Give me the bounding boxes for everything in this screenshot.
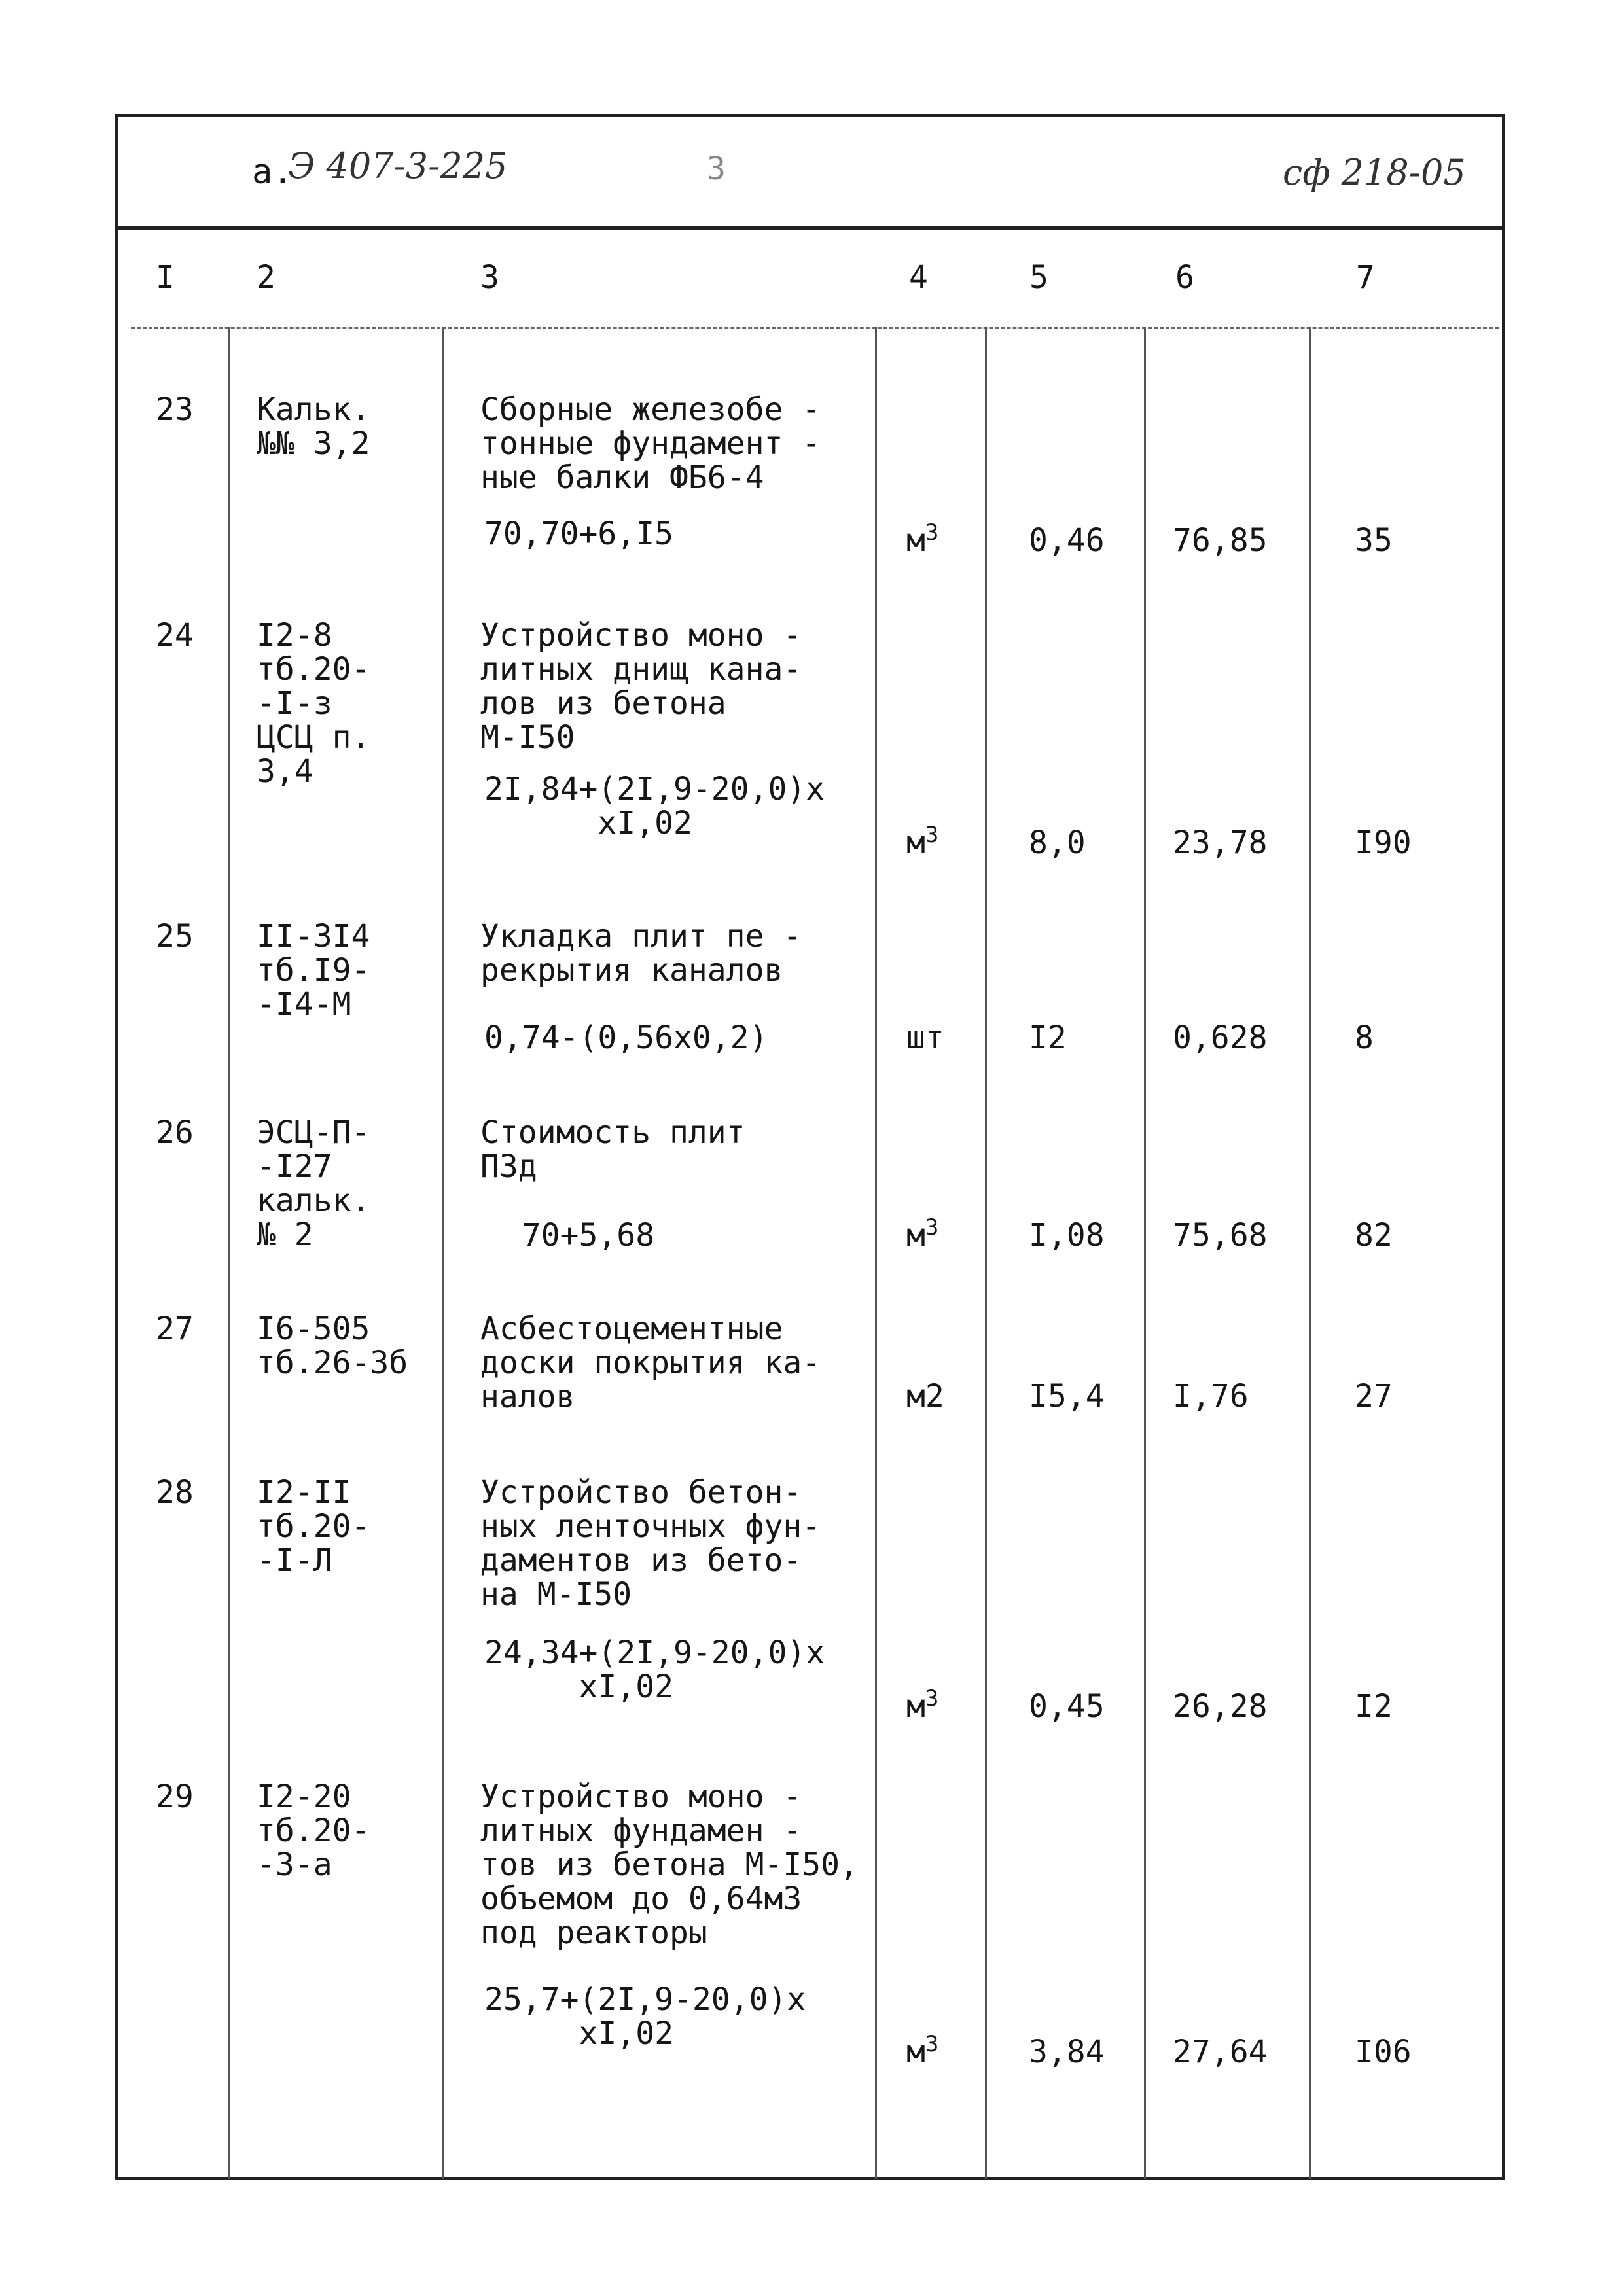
- header-code-right: сф 218-05: [1283, 152, 1466, 193]
- row-formula: 24,34+(2I,9-20,0)х хI,02: [484, 1634, 825, 1705]
- row-number: 26: [156, 1114, 194, 1151]
- row-unit-superscript: 3: [925, 1214, 939, 1241]
- row-unit: $м^3$: [906, 1214, 939, 1254]
- row-reference: Кальк. №№ 3,2: [257, 391, 370, 462]
- header-center-mark: 3: [707, 150, 726, 187]
- row-total: 27: [1355, 1378, 1393, 1415]
- row-unit: $м^3$: [906, 822, 939, 861]
- row-unit-price: 27,64: [1173, 2034, 1268, 2070]
- row-reference: ЭСЦ-П- -I27 кальк. № 2: [257, 1114, 370, 1253]
- row-unit-superscript: 3: [925, 1686, 939, 1712]
- row-total: 82: [1355, 1217, 1393, 1254]
- row-unit-superscript: 3: [925, 2031, 939, 2057]
- row-quantity: 0,45: [1029, 1688, 1105, 1725]
- row-reference: I6-505 тб.26-3б: [257, 1311, 408, 1381]
- row-unit-price: 75,68: [1173, 1217, 1268, 1254]
- row-reference: II-3I4 тб.I9- -I4-М: [257, 918, 370, 1023]
- row-reference: I2-20 тб.20- -3-а: [257, 1778, 370, 1883]
- row-description: Устройство моно - литных фундамен - тов из бетона М-I50, объемом до 0,64м3 под реакторы: [480, 1778, 859, 1951]
- column-header: I: [156, 259, 175, 296]
- row-formula: 25,7+(2I,9-20,0)х хI,02: [484, 1981, 806, 2052]
- row-unit: $м^3$: [906, 2031, 939, 2070]
- row-reference: I2-II тб.20- -I-Л: [257, 1474, 370, 1579]
- column-divider-6: [1309, 327, 1311, 2179]
- row-reference: I2-8 тб.20- -I-з ЦСЦ п. 3,4: [257, 617, 370, 790]
- column-header: 6: [1175, 259, 1194, 296]
- row-total: 35: [1355, 522, 1393, 559]
- row-unit: $м^3$: [906, 1686, 939, 1725]
- row-quantity: 8,0: [1029, 824, 1086, 861]
- row-unit: м2: [906, 1378, 944, 1415]
- column-header: 5: [1029, 259, 1048, 296]
- row-unit-price: I,76: [1173, 1378, 1249, 1415]
- row-number: 27: [156, 1311, 194, 1347]
- row-formula: 70,70+6,I5: [484, 516, 673, 552]
- column-divider-4: [985, 327, 987, 2179]
- column-header: 3: [480, 259, 499, 296]
- row-total: I2: [1355, 1688, 1393, 1725]
- column-divider-3: [875, 327, 877, 2179]
- row-number: 29: [156, 1778, 194, 1815]
- row-unit-price: 0,628: [1173, 1019, 1268, 1056]
- row-number: 23: [156, 391, 194, 428]
- column-header: 7: [1356, 259, 1375, 296]
- row-formula: 70+5,68: [484, 1217, 655, 1254]
- row-unit-price: 26,28: [1173, 1688, 1268, 1725]
- row-unit: шт: [906, 1019, 944, 1056]
- column-header-divider: [131, 327, 1499, 329]
- row-formula: 2I,84+(2I,9-20,0)х хI,02: [484, 771, 825, 841]
- column-divider-5: [1144, 327, 1146, 2179]
- row-total: I06: [1355, 2034, 1412, 2070]
- row-unit-price: 23,78: [1173, 824, 1268, 861]
- row-number: 24: [156, 617, 194, 654]
- header-code-hand: Э 407-3-225: [288, 145, 508, 186]
- row-unit-price: 76,85: [1173, 522, 1268, 559]
- row-number: 25: [156, 918, 194, 955]
- row-quantity: I2: [1029, 1019, 1067, 1056]
- row-number: 28: [156, 1474, 194, 1511]
- row-description: Асбестоцементные доски покрытия ка- налов: [480, 1311, 821, 1415]
- header-code-print: а.: [252, 152, 293, 192]
- column-header: 2: [257, 259, 276, 296]
- row-description: Укладка плит пе - рекрытия каналов: [480, 918, 802, 989]
- row-quantity: I,08: [1029, 1217, 1105, 1254]
- row-unit: $м^3$: [906, 520, 939, 559]
- row-description: Сборные железобе - тонные фундамент - ные балки ФБ6-4: [480, 391, 821, 496]
- header-divider: [115, 226, 1505, 230]
- row-quantity: 3,84: [1029, 2034, 1105, 2070]
- row-description: Устройство моно - литных днищ кана- лов из бетона М-I50: [480, 617, 802, 756]
- row-unit-superscript: 3: [925, 520, 939, 546]
- column-divider-2: [442, 327, 444, 2179]
- row-unit-superscript: 3: [925, 822, 939, 848]
- row-total: I90: [1355, 824, 1412, 861]
- column-divider-1: [228, 327, 230, 2179]
- column-header: 4: [909, 259, 928, 296]
- row-formula: 0,74-(0,56х0,2): [484, 1019, 768, 1056]
- row-description: Стоимость плит ПЗд: [480, 1114, 745, 1185]
- row-description: Устройство бетон- ных ленточных фун- даментов из бето- на М-I50: [480, 1474, 821, 1613]
- row-quantity: 0,46: [1029, 522, 1105, 559]
- row-quantity: I5,4: [1029, 1378, 1105, 1415]
- row-total: 8: [1355, 1019, 1374, 1056]
